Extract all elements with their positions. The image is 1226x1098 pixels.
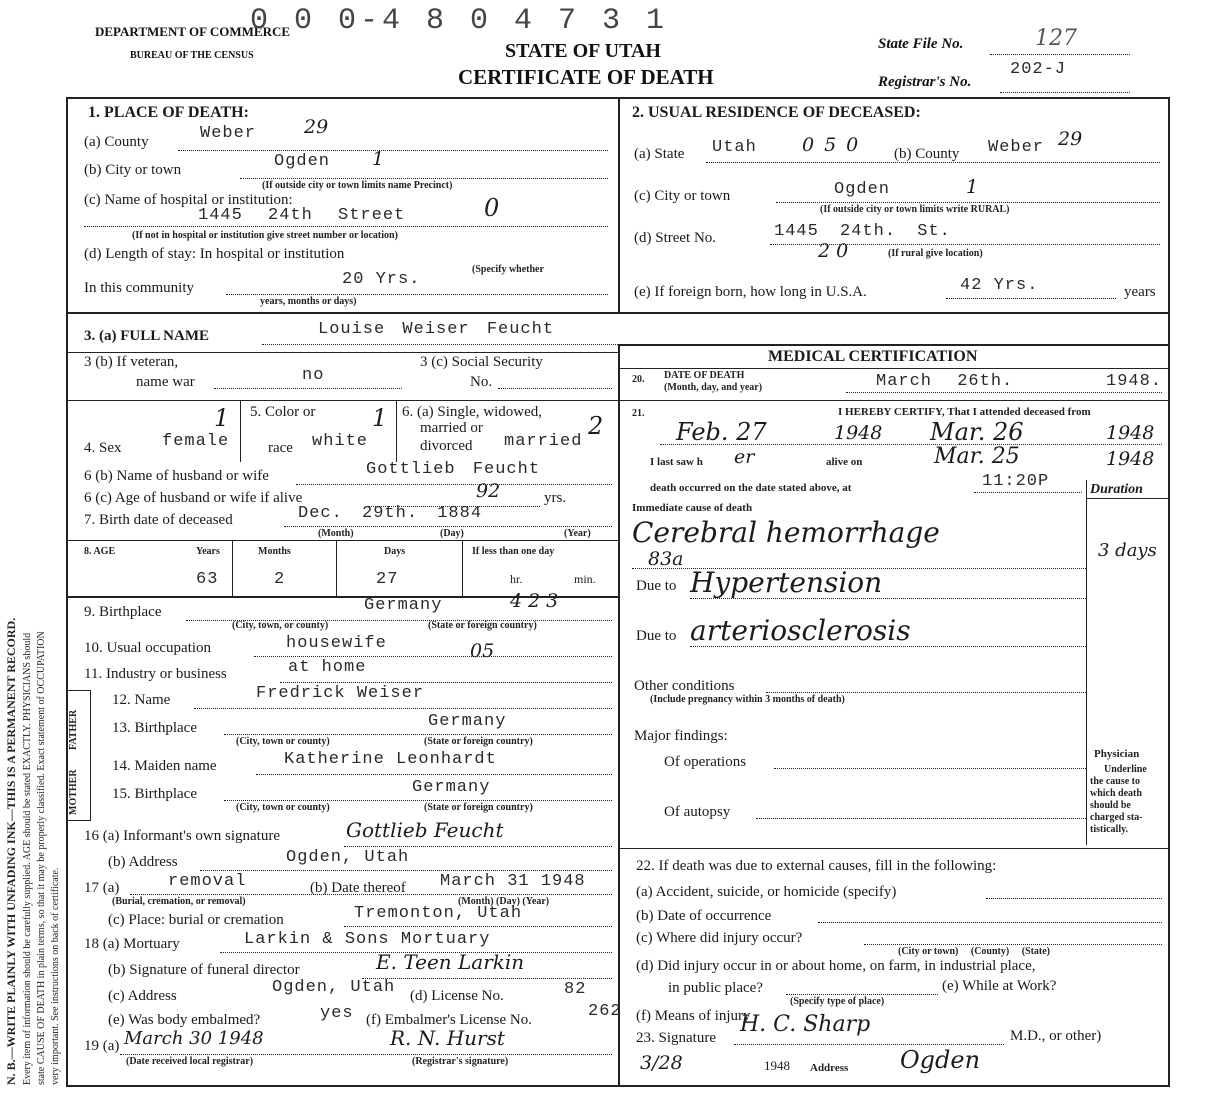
age-hr-label: hr. xyxy=(510,572,523,586)
alive-on-value: Mar. 25 xyxy=(934,444,1020,469)
physician-signature-suffix: M.D., or other) xyxy=(1010,1028,1102,1044)
due-to-value-1: Hypertension xyxy=(690,566,883,599)
marital-label-2: married or xyxy=(420,420,483,436)
last-saw-label: I last saw h xyxy=(650,456,703,468)
sex-label: 4. Sex xyxy=(84,440,122,456)
ssn-label: 3 (c) Social Security xyxy=(420,354,543,370)
sex-code: 1 xyxy=(214,404,230,432)
marital-label-3: divorced xyxy=(420,438,473,454)
margin-instruction-3: state CAUSE OF DEATH in plain terms, so that it may be properly classified. Exact statement of OCCUPATION xyxy=(36,631,47,1085)
other-conditions-label: Other conditions xyxy=(634,678,735,694)
place-city-note: (If outside city or town limits name Precinct) xyxy=(262,180,453,191)
physician-note-line-5: charged sta- xyxy=(1090,812,1143,823)
death-date-year: 1948. xyxy=(1106,372,1163,391)
race-label: race xyxy=(268,440,293,456)
signature-date-value: 3/28 xyxy=(640,1052,683,1074)
disposition-type-note: (Burial, cremation, or removal) xyxy=(112,896,246,907)
residence-county-label: (b) County xyxy=(894,146,960,162)
funeral-director-signature: E. Teen Larkin xyxy=(376,950,525,974)
attended-to-value: Mar. 26 xyxy=(930,418,1024,446)
spouse-age-value: 92 xyxy=(476,480,501,502)
residence-foreign-value: 42 Yrs. xyxy=(960,276,1039,295)
physician-signature-value: H. C. Sharp xyxy=(740,1012,871,1037)
embalmer-license-label: (f) Embalmer's License No. xyxy=(366,1012,532,1028)
mother-name-value: Katherine Leonhardt xyxy=(284,750,497,769)
occupation-value: housewife xyxy=(286,634,387,653)
place-city-code: 1 xyxy=(372,148,385,170)
burial-place-value: Tremonton, Utah xyxy=(354,904,523,923)
registrar-signature-value: R. N. Hurst xyxy=(390,1026,505,1050)
residence-street-note: (If rural give location) xyxy=(888,248,983,259)
duration-label: Duration xyxy=(1090,482,1143,497)
attended-from-year: 1948 xyxy=(834,422,883,444)
age-label: 8. AGE xyxy=(84,546,116,557)
father-city-note: (City, town or county) xyxy=(236,736,330,747)
injury-where-note: (City or town) (County) (State) xyxy=(898,946,1051,957)
birthplace-code: 423 xyxy=(510,590,565,612)
at-work-label: (e) While at Work? xyxy=(942,978,1057,994)
death-occurred-label: death occurred on the date stated above, at xyxy=(650,482,852,494)
signature-date-year: 1948 xyxy=(764,1058,790,1073)
state-file-value: 127 xyxy=(1035,26,1077,51)
father-side-label: FATHER xyxy=(68,709,79,750)
age-min-label: min. xyxy=(574,572,596,586)
place-city-label: (b) City or town xyxy=(84,162,182,178)
embalmed-label: (e) Was body embalmed? xyxy=(108,1012,261,1028)
registrar-number-value: 202-J xyxy=(1010,60,1067,79)
autopsy-label: Of autopsy xyxy=(664,804,731,820)
sex-value: female xyxy=(162,432,230,451)
mortuary-label: 18 (a) Mortuary xyxy=(84,936,180,952)
disposition-date-note: (Month) (Day) (Year) xyxy=(458,896,550,907)
alive-on-year: 1948 xyxy=(1106,448,1155,470)
residence-foreign-label: (e) If foreign born, how long in U.S.A. xyxy=(634,284,867,300)
marital-label-1: 6. (a) Single, widowed, xyxy=(402,404,542,420)
birthplace-state-note: (State or foreign country) xyxy=(428,620,537,631)
residence-foreign-unit: years xyxy=(1124,284,1156,300)
state-file-label: State File No. xyxy=(878,36,964,52)
death-date-sublabel: (Month, day, and year) xyxy=(664,382,763,393)
received-date-note: (Date received local registrar) xyxy=(126,1056,254,1067)
injury-means-label: (f) Means of injury xyxy=(636,1008,751,1024)
veteran-war-label: name war xyxy=(136,374,195,390)
place-hospital-note: (If not in hospital or institution give street number or location) xyxy=(132,230,398,241)
birthdate-month-note: (Month) xyxy=(318,528,354,539)
license-value: 82 xyxy=(564,980,587,999)
medical-heading: MEDICAL CERTIFICATION xyxy=(768,348,978,365)
veteran-label: 3 (b) If veteran, xyxy=(84,354,179,370)
spouse-name-value: Gottlieb Feucht xyxy=(366,460,541,479)
mortuary-value: Larkin & Sons Mortuary xyxy=(244,930,491,949)
residence-street-code: 20 xyxy=(818,240,855,262)
place-county-code: 29 xyxy=(304,116,329,138)
birthdate-day-note: (Day) xyxy=(440,528,464,539)
informant-signature-label: 16 (a) Informant's own signature xyxy=(84,828,280,844)
injury-home-label: (d) Did injury occur in or about home, on farm, in industrial place, xyxy=(636,958,1036,974)
immediate-cause-value: Cerebral hemorrhage xyxy=(632,516,940,549)
certify-text: I HEREBY CERTIFY, That I attended deceased from xyxy=(838,406,1091,418)
place-stay-label: (d) Length of stay: In hospital or institution xyxy=(84,246,345,262)
full-name-value: Louise Weiser Feucht xyxy=(318,320,555,339)
birthdate-label: 7. Birth date of deceased xyxy=(84,512,233,528)
birthplace-label: 9. Birthplace xyxy=(84,604,162,620)
race-value: white xyxy=(312,432,369,451)
father-name-value: Fredrick Weiser xyxy=(256,684,425,703)
certificate-title: CERTIFICATE OF DEATH xyxy=(458,65,714,89)
place-community-label: In this community xyxy=(84,280,194,296)
embalmer-license-value: 262 xyxy=(588,1002,622,1021)
disposition-date-label: (b) Date thereof xyxy=(310,880,406,896)
spouse-age-unit: yrs. xyxy=(544,490,567,506)
informant-address-label: (b) Address xyxy=(108,854,178,870)
age-months-value: 2 xyxy=(274,570,286,589)
attended-from-value: Feb. 27 xyxy=(676,418,767,446)
death-time-value: 11:20P xyxy=(982,472,1050,491)
margin-instruction-1: N. B.—WRITE PLAINLY WITH UNFADING INK—THIS IS A PERMANENT RECORD. xyxy=(4,617,18,1085)
registrar-signature-note: (Registrar's signature) xyxy=(412,1056,509,1067)
age-lessday-label: If less than one day xyxy=(472,546,555,557)
funeral-director-label: (b) Signature of funeral director xyxy=(108,962,300,978)
residence-street-value: 1445 24th. St. xyxy=(774,222,951,241)
registrar-number-label: Registrar's No. xyxy=(878,74,972,90)
due-to-value-2: arteriosclerosis xyxy=(690,614,911,647)
residence-state-label: (a) State xyxy=(634,146,685,162)
color-label: 5. Color or xyxy=(250,404,316,420)
physician-note-line-6: tistically. xyxy=(1090,824,1129,835)
margin-instruction-4: very important. See instructions on back of certificate. xyxy=(50,867,61,1085)
birthdate-value: Dec. 29th. 1884 xyxy=(298,504,483,523)
birthdate-year-note: (Year) xyxy=(564,528,591,539)
disposition-label: 17 (a) xyxy=(84,880,120,896)
mother-birthplace-label: 15. Birthplace xyxy=(112,786,197,802)
place-community-value: 20 Yrs. xyxy=(342,270,421,289)
immediate-cause-label: Immediate cause of death xyxy=(632,502,753,514)
mortuary-address-value: Ogden, Utah xyxy=(272,978,396,997)
physician-note-line-2: the cause to xyxy=(1090,776,1140,787)
other-conditions-note: (Include pregnancy within 3 months of death) xyxy=(650,694,845,705)
residence-county-value: Weber xyxy=(988,138,1045,157)
disposition-date-value: March 31 1948 xyxy=(440,872,586,891)
burial-place-label: (c) Place: burial or cremation xyxy=(108,912,284,928)
father-state-note: (State or foreign country) xyxy=(424,736,533,747)
operations-label: Of operations xyxy=(664,754,747,770)
cause-code-value: 83a xyxy=(648,548,684,570)
industry-label: 11. Industry or business xyxy=(84,666,227,682)
death-date-label: DATE OF DEATH xyxy=(664,370,745,381)
mother-name-label: 14. Maiden name xyxy=(112,758,217,774)
place-hospital-code: 0 xyxy=(484,194,500,222)
mother-city-note: (City, town or county) xyxy=(236,802,330,813)
residence-county-code: 29 xyxy=(1058,128,1083,150)
cause-duration-value: 3 days xyxy=(1098,540,1157,561)
received-date-value: March 30 1948 xyxy=(124,1028,264,1049)
spouse-age-label: 6 (c) Age of husband or wife if alive xyxy=(84,490,303,506)
veteran-value: no xyxy=(302,366,325,385)
accident-label: (a) Accident, suicide, or homicide (specify) xyxy=(636,884,897,900)
due-to-label-2: Due to xyxy=(636,628,677,644)
mother-birthplace-value: Germany xyxy=(412,778,491,797)
physician-note-heading: Physician xyxy=(1094,748,1140,760)
alive-on-label: alive on xyxy=(826,456,863,468)
disposition-value: removal xyxy=(168,872,247,891)
place-county-label: (a) County xyxy=(84,134,149,150)
signature-address-label: Address xyxy=(810,1062,849,1074)
license-label: (d) License No. xyxy=(410,988,504,1004)
place-community-note: years, months or days) xyxy=(260,296,357,307)
occupation-label: 10. Usual occupation xyxy=(84,640,212,656)
father-birthplace-label: 13. Birthplace xyxy=(112,720,197,736)
ssn-no-label: No. xyxy=(470,374,493,390)
death-date-value: March 26th. xyxy=(876,372,1014,391)
residence-city-note: (If outside city or town limits write RURAL) xyxy=(820,204,1010,215)
place-stay-note: (Specify whether xyxy=(472,264,544,275)
mother-state-note: (State or foreign country) xyxy=(424,802,533,813)
residence-city-code: 1 xyxy=(966,176,979,198)
residence-heading: 2. USUAL RESIDENCE OF DECEASED: xyxy=(632,104,921,121)
residence-city-label: (c) City or town xyxy=(634,188,731,204)
place-county-value: Weber xyxy=(200,124,257,143)
bureau-label: BUREAU OF THE CENSUS xyxy=(130,50,254,61)
physician-note-line-4: should be xyxy=(1090,800,1131,811)
place-type-note: (Specify type of place) xyxy=(790,996,885,1007)
occupation-code: 05 xyxy=(470,640,495,662)
certify-number: 21. xyxy=(632,408,645,419)
age-years-label: Years xyxy=(196,546,220,557)
residence-street-label: (d) Street No. xyxy=(634,230,717,246)
department-label: DEPARTMENT OF COMMERCE xyxy=(95,24,291,39)
residence-state-value: Utah xyxy=(712,138,757,157)
embalmed-value: yes xyxy=(320,1004,354,1023)
place-city-value: Ogden xyxy=(274,152,331,171)
marital-code: 2 xyxy=(588,412,604,440)
mortuary-address-label: (c) Address xyxy=(108,988,177,1004)
occurrence-date-label: (b) Date of occurrence xyxy=(636,908,772,924)
residence-state-code: 050 xyxy=(802,134,869,156)
place-of-death-heading: 1. PLACE OF DEATH: xyxy=(88,104,249,121)
death-date-number: 20. xyxy=(632,374,645,385)
place-hospital-label: (c) Name of hospital or institution: xyxy=(84,192,293,208)
signature-address-value: Ogden xyxy=(900,1046,981,1074)
due-to-label-1: Due to xyxy=(636,578,677,594)
physician-signature-label: 23. Signature xyxy=(636,1030,716,1046)
residence-city-value: Ogden xyxy=(834,180,891,199)
age-days-value: 27 xyxy=(376,570,399,589)
age-months-label: Months xyxy=(258,546,291,557)
mother-side-label: MOTHER xyxy=(68,769,79,815)
state-title: STATE OF UTAH xyxy=(505,40,661,62)
marital-value: married xyxy=(504,432,583,451)
margin-instruction-2: Every item of information should be carefully supplied. AGE should be stated EXACTLY. PHYSICIANS should xyxy=(22,632,33,1085)
race-code: 1 xyxy=(372,404,388,432)
birthplace-city-note: (City, town, or county) xyxy=(232,620,329,631)
father-name-label: 12. Name xyxy=(112,692,171,708)
place-hospital-value: 1445 24th Street xyxy=(198,206,406,225)
informant-address-value: Ogden, Utah xyxy=(286,848,410,867)
major-findings-label: Major findings: xyxy=(634,728,728,744)
birthplace-value: Germany xyxy=(364,596,443,615)
certificate-stamp-number: 0 0 0-4 8 0 4 7 3 1 xyxy=(250,4,669,38)
received-label: 19 (a) xyxy=(84,1038,120,1054)
physician-note-line-3: which death xyxy=(1090,788,1142,799)
injury-public-label: in public place? xyxy=(668,980,763,996)
last-saw-value: er xyxy=(734,446,755,468)
age-years-value: 63 xyxy=(196,570,219,589)
physician-note-line-1: Underline xyxy=(1104,764,1147,775)
informant-signature-value: Gottlieb Feucht xyxy=(346,818,504,842)
industry-value: at home xyxy=(288,658,367,677)
full-name-label: 3. (a) FULL NAME xyxy=(84,328,209,344)
father-birthplace-value: Germany xyxy=(428,712,507,731)
age-days-label: Days xyxy=(384,546,406,557)
spouse-name-label: 6 (b) Name of husband or wife xyxy=(84,468,269,484)
external-heading: 22. If death was due to external causes, fill in the following: xyxy=(636,858,997,874)
injury-where-label: (c) Where did injury occur? xyxy=(636,930,803,946)
attended-to-year: 1948 xyxy=(1106,422,1155,444)
